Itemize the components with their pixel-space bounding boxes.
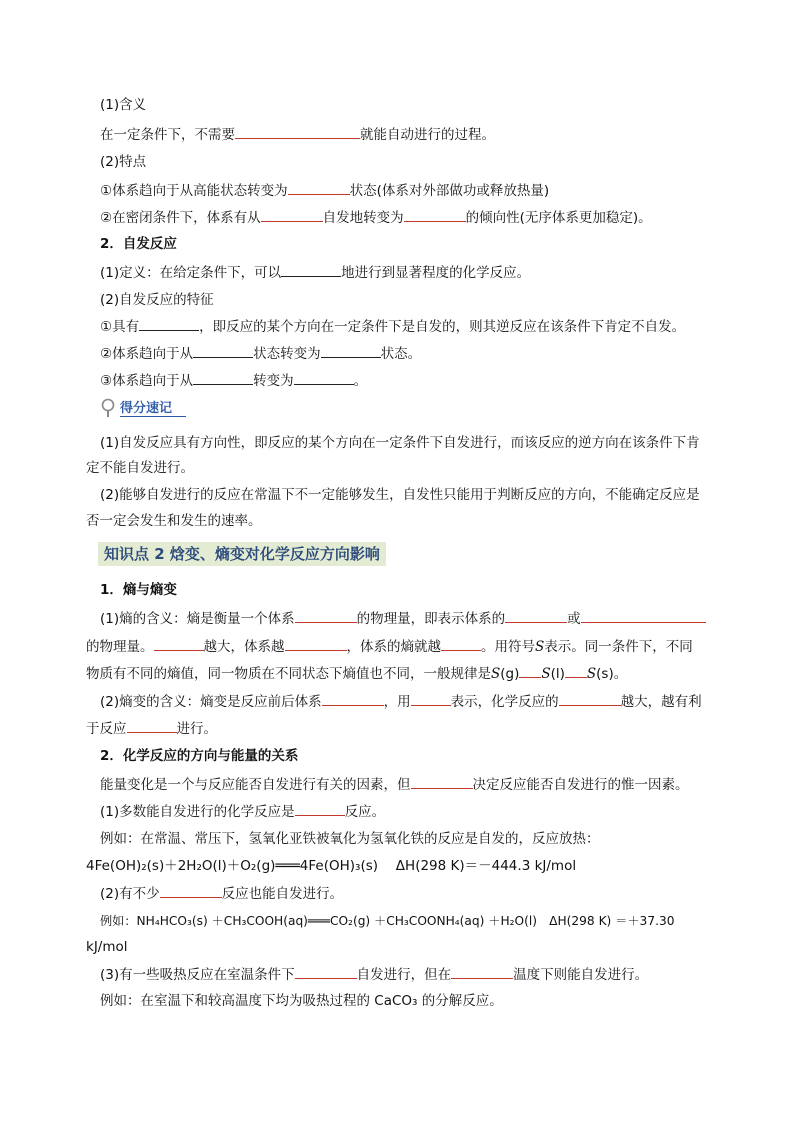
text-line <box>86 636 693 657</box>
text: 温度下则能自发进行。 <box>513 967 649 983</box>
equation-text: 4Fe(OH)₂(s)＋2H₂O(l)＋O₂(g)═══4Fe(OH)₃(s) ΔH(298 K)＝－444.3 kJ/mol <box>86 858 577 874</box>
text-line <box>100 95 146 115</box>
text-line <box>100 370 367 391</box>
text: (1)熵的含义：熵是衡量一个体系 <box>100 611 295 627</box>
symbol: S <box>541 666 551 682</box>
heading <box>100 746 298 766</box>
fill-blank[interactable] <box>441 636 481 651</box>
symbol: S <box>586 666 597 682</box>
text: 自发地转变为 <box>322 210 404 226</box>
text: (1)定义：在给定条件下，可以 <box>100 265 282 281</box>
text: 表示。同一条件下，不同 <box>544 639 693 655</box>
fill-blank[interactable] <box>411 774 473 789</box>
fill-blank[interactable] <box>193 343 253 358</box>
fill-blank[interactable] <box>281 262 341 277</box>
text-line <box>100 608 706 629</box>
text: 表示，化学反应的 <box>450 694 559 710</box>
text: 的物理量。 <box>86 639 154 655</box>
text-line <box>100 343 421 364</box>
magnifier-icon <box>100 398 118 418</box>
fill-blank[interactable] <box>295 801 345 816</box>
text-line <box>86 663 627 684</box>
text: (2)熵变的含义：熵变是反应前后体系 <box>100 694 322 710</box>
tip-title: 得分速记 <box>120 401 186 417</box>
text: 决定反应能否自发进行的惟一因素。 <box>472 777 689 793</box>
text: 的倾向性(无序体系更加稳定)。 <box>465 210 652 226</box>
fill-blank[interactable] <box>411 691 451 706</box>
text: 状态转变为 <box>253 346 321 362</box>
text: ，用 <box>383 694 411 710</box>
text: ①体系趋向于从高能状态转变为 <box>100 183 288 199</box>
symbol: S <box>535 639 545 655</box>
text-line <box>100 774 689 795</box>
text: 的物理量，即表示体系的 <box>356 611 506 627</box>
section-banner <box>98 542 386 566</box>
equation <box>86 856 576 876</box>
text: 例如：在常温、常压下，氢氧化亚铁被氧化为氢氧化铁的反应是自发的，反应放热： <box>100 831 600 847</box>
text: 在一定条件下，不需要 <box>100 127 235 143</box>
text: 自发进行，但在 <box>356 967 452 983</box>
fill-blank[interactable] <box>559 691 621 706</box>
fill-blank[interactable] <box>261 207 323 222</box>
heading <box>100 580 177 600</box>
equation-text: 例如：NH₄HCO₃(s) ＋CH₃COOH(aq)═══CO₂(g) ＋CH₃COONH₄(aq) ＋H₂O(l) ΔH(298 K) ＝＋37.30 <box>100 914 675 928</box>
text: (2)能够自发进行的反应在常温下不一定能够发生，自发性只能用于判断反应的方向，不能确定反应是 <box>100 487 700 503</box>
text-line <box>100 316 685 337</box>
text: 进行。 <box>176 721 217 737</box>
fill-blank[interactable] <box>322 691 384 706</box>
text: ，体系的熵就越 <box>346 639 441 655</box>
heading <box>100 234 177 254</box>
text: 地进行到显著程度的化学反应。 <box>341 265 531 281</box>
text-line <box>86 458 194 478</box>
text: (1)自发反应具有方向性，即反应的某个方向在一定条件下自发进行，而该反应的逆方向在该条件下肯 <box>100 435 700 451</box>
symbol: S <box>491 666 501 682</box>
text: 反应也能自发进行。 <box>221 886 344 902</box>
equation <box>100 911 674 931</box>
fill-blank[interactable] <box>404 207 466 222</box>
text: ③体系趋向于从 <box>100 373 194 389</box>
fill-blank[interactable] <box>127 718 177 733</box>
text: 反应。 <box>344 804 386 820</box>
fill-blank[interactable] <box>294 370 354 385</box>
text-line <box>86 433 700 453</box>
text: (2)有不少 <box>100 886 160 902</box>
fill-blank[interactable] <box>285 636 347 651</box>
text: ①具有 <box>100 319 140 335</box>
text-line <box>100 801 385 822</box>
fill-blank[interactable] <box>154 636 204 651</box>
text: (3)有一些吸热反应在室温条件下 <box>100 967 295 983</box>
text: 。 <box>353 373 368 389</box>
text: 越大，体系越 <box>203 639 285 655</box>
text: ②在密闭条件下，体系有从 <box>100 210 261 226</box>
fill-blank[interactable] <box>565 663 587 678</box>
text: 否一定会发生和发生的速率。 <box>86 513 262 529</box>
text-line <box>100 124 495 145</box>
text: 就能自动进行的过程。 <box>360 127 495 143</box>
fill-blank[interactable] <box>519 663 541 678</box>
text: 能量变化是一个与反应能否自发进行有关的因素，但 <box>100 777 411 793</box>
text-line <box>100 180 549 201</box>
heading-text: 2．自发反应 <box>100 236 177 252</box>
text: (g) <box>500 666 520 682</box>
text: ，即反应的某个方向在一定条件下是自发的，则其逆反应在该条件下肯定不自发。 <box>199 319 686 335</box>
fill-blank[interactable] <box>505 608 567 623</box>
text-line <box>100 152 146 172</box>
text: 。用符号 <box>481 639 535 655</box>
text-line <box>100 883 343 904</box>
fill-blank[interactable] <box>321 343 381 358</box>
text-line <box>86 485 700 505</box>
text: 状态(体系对外部做功或释放热量) <box>349 183 550 199</box>
text-line <box>100 207 652 228</box>
section-title: 知识点 2 焓变、熵变对化学反应方向影响 <box>104 545 380 563</box>
text-line <box>86 937 128 957</box>
heading-text: 1．熵与熵变 <box>100 582 177 598</box>
text: 于反应 <box>86 721 127 737</box>
fill-blank[interactable] <box>451 964 513 979</box>
text: ②体系趋向于从 <box>100 346 194 362</box>
text: 转变为 <box>253 373 294 389</box>
subheading: (2)自发反应的特征 <box>100 292 214 308</box>
text-line <box>86 511 262 531</box>
text: kJ/mol <box>86 939 128 955</box>
fill-blank[interactable] <box>295 608 357 623</box>
fill-blank[interactable] <box>288 180 350 195</box>
text: 定不能自发进行。 <box>86 460 194 476</box>
fill-blank[interactable] <box>139 316 199 331</box>
text: 或 <box>567 611 581 627</box>
subheading: (2)特点 <box>100 154 147 170</box>
fill-blank[interactable] <box>160 883 222 898</box>
text-line <box>100 829 600 849</box>
text: (s)。 <box>596 666 628 682</box>
fill-blank[interactable] <box>193 370 253 385</box>
fill-blank[interactable] <box>581 608 706 623</box>
text: 状态。 <box>380 346 422 362</box>
text: 例如：在室温下和较高温度下均为吸热过程的 CaCO₃ 的分解反应。 <box>100 993 503 1009</box>
text: (1)多数能自发进行的化学反应是 <box>100 804 295 820</box>
text-line <box>100 262 530 283</box>
text: (l) <box>550 666 565 682</box>
text-line <box>100 290 214 310</box>
tip-heading <box>100 398 186 419</box>
fill-blank[interactable] <box>295 964 357 979</box>
text-line <box>86 718 217 739</box>
heading-text: 2．化学反应的方向与能量的关系 <box>100 748 299 764</box>
text-line <box>100 991 503 1011</box>
text-line <box>100 691 702 712</box>
text: 越大，越有利 <box>620 694 702 710</box>
text: 物质有不同的熵值，同一物质在不同状态下熵值也不同，一般规律是 <box>86 666 491 682</box>
subheading: (1)含义 <box>100 97 147 113</box>
fill-blank[interactable] <box>235 124 360 139</box>
text-line <box>100 964 648 985</box>
